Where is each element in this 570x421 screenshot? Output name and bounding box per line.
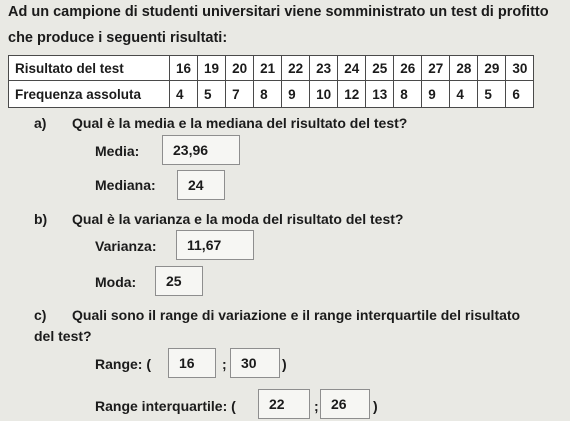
table-cell: 6 — [506, 81, 534, 108]
media-answer-field[interactable]: 23,96 — [162, 135, 240, 165]
table-cell: 9 — [422, 81, 450, 108]
table-cell: 7 — [226, 81, 254, 108]
iqr-q1-field[interactable]: 22 — [258, 389, 310, 419]
media-label: Media: — [95, 143, 140, 159]
varianza-answer-field[interactable]: 11,67 — [176, 230, 254, 260]
iqr-separator: ; — [314, 398, 319, 414]
table-cell: 26 — [394, 56, 422, 81]
intro-line-2: che produce i seguenti risultati: — [8, 30, 228, 46]
range-min-field[interactable]: 16 — [168, 348, 216, 378]
table-cell: 21 — [254, 56, 282, 81]
table-row-results — [9, 56, 534, 81]
range-label: Range: ( — [95, 356, 151, 372]
table-cell: 10 — [310, 81, 338, 108]
table-cell: 13 — [366, 81, 394, 108]
table-cell: 8 — [394, 81, 422, 108]
row-header-results: Risultato del test — [9, 56, 170, 81]
table-cell: 30 — [506, 56, 534, 81]
table-cell: 9 — [282, 81, 310, 108]
intro-line-1: Ad un campione di studenti universitari viene somministrato un test di profitto — [8, 4, 549, 20]
question-a-text: Qual è la media e la mediana del risultato del test? — [72, 115, 408, 131]
iqr-q3-field[interactable]: 26 — [320, 389, 370, 419]
table-cell: 27 — [422, 56, 450, 81]
table-row-frequency — [9, 81, 534, 108]
table-cell: 8 — [254, 81, 282, 108]
varianza-label: Varianza: — [95, 238, 157, 254]
range-close-paren: ) — [282, 356, 287, 372]
range-separator: ; — [222, 356, 227, 372]
table-cell: 25 — [366, 56, 394, 81]
question-c-letter: c) — [34, 307, 47, 323]
table-cell: 19 — [198, 56, 226, 81]
table-cell: 29 — [478, 56, 506, 81]
iqr-close-paren: ) — [373, 398, 378, 414]
table-cell: 12 — [338, 81, 366, 108]
results-table — [8, 55, 534, 108]
table-cell: 20 — [226, 56, 254, 81]
table-cell: 23 — [310, 56, 338, 81]
range-max-field[interactable]: 30 — [230, 348, 280, 378]
question-a-letter: a) — [34, 115, 47, 131]
question-c-text-line-2: del test? — [34, 328, 92, 344]
table-cell: 16 — [170, 56, 198, 81]
table-cell: 24 — [338, 56, 366, 81]
table-cell: 4 — [170, 81, 198, 108]
table-cell: 28 — [450, 56, 478, 81]
mediana-label: Mediana: — [95, 177, 156, 193]
table-cell: 5 — [198, 81, 226, 108]
moda-answer-field[interactable]: 25 — [155, 266, 203, 296]
row-header-frequency: Frequenza assoluta — [9, 81, 170, 108]
question-b-text: Qual è la varianza e la moda del risultato del test? — [72, 211, 404, 227]
table-cell: 5 — [478, 81, 506, 108]
table-cell: 4 — [450, 81, 478, 108]
iqr-label: Range interquartile: ( — [95, 398, 236, 414]
table-cell: 22 — [282, 56, 310, 81]
moda-label: Moda: — [95, 274, 137, 290]
mediana-answer-field[interactable]: 24 — [177, 170, 225, 200]
question-b-letter: b) — [34, 211, 48, 227]
question-c-text-line-1: Quali sono il range di variazione e il range interquartile del risultato — [72, 307, 521, 323]
